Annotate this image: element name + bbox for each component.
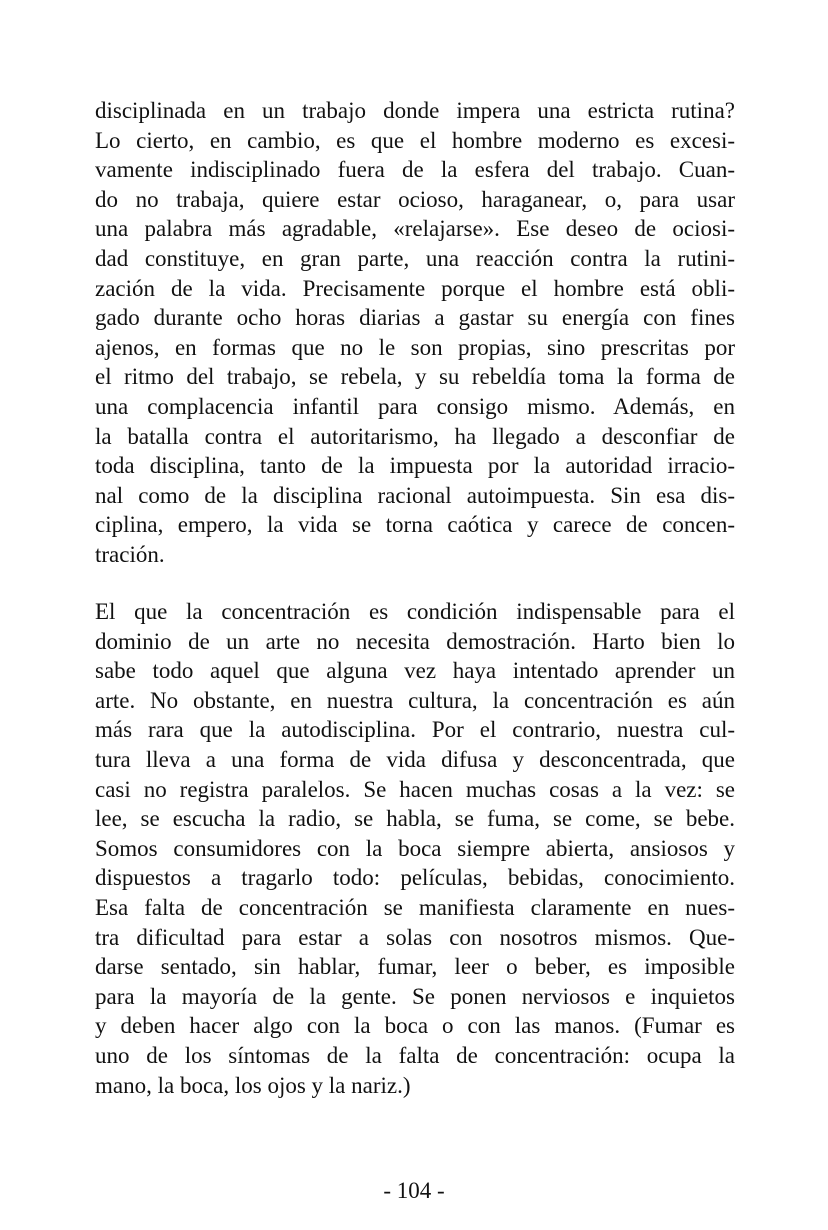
- paragraph: [95, 96, 735, 570]
- text-line: Somos consumidores con la boca siempre abierta, ansiosos y: [95, 835, 735, 861]
- text-line: tra dificultad para estar a solas con nosotros mismos. Que-: [95, 924, 735, 950]
- text-line: uno de los síntomas de la falta de concentración: ocupa la: [95, 1042, 735, 1068]
- text-line: El que la concentración es condición indispensable para el: [95, 599, 735, 624]
- text-line: do no trabaja, quiere estar ocioso, haraganear, o, para usar: [95, 186, 735, 212]
- text-line: la batalla contra el autoritarismo, ha llegado a desconfiar de: [95, 423, 735, 449]
- text-line: nal como de la disciplina racional autoimpuesta. Sin esa dis-: [95, 482, 735, 508]
- text-line: Esa falta de concentración se manifiesta claramente en nues-: [95, 894, 735, 920]
- text-line: darse sentado, sin hablar, fumar, leer o beber, es imposible: [95, 954, 735, 980]
- text-line: arte. No obstante, en nuestra cultura, la concentración es aún: [95, 687, 735, 713]
- text-line: toda disciplina, tanto de la impuesta por la autoridad irracio-: [95, 453, 735, 479]
- text-line: lee, se escucha la radio, se habla, se fuma, se come, se bebe.: [95, 806, 735, 832]
- text-line: el ritmo del trabajo, se rebela, y su rebeldía toma la forma de: [95, 364, 735, 390]
- text-line: Lo cierto, en cambio, es que el hombre moderno es excesi-: [95, 127, 735, 153]
- page-number: - 104 -: [383, 1178, 445, 1203]
- text-line: sabe todo aquel que alguna vez haya intentado aprender un: [95, 658, 735, 684]
- text-line: más rara que la autodisciplina. Por el contrario, nuestra cul-: [95, 717, 735, 743]
- text-line: casi no registra paralelos. Se hacen muchas cosas a la vez: se: [95, 776, 735, 802]
- text-line: disciplinada en un trabajo donde impera una estricta rutina?: [95, 98, 735, 123]
- text-line: tración.: [95, 541, 165, 567]
- text-line: gado durante ocho horas diarias a gastar su energía con fines: [95, 305, 735, 331]
- text-line: vamente indisciplinado fuera de la esfera del trabajo. Cuan-: [95, 157, 735, 183]
- text-line: dad constituye, en gran parte, una reacción contra la rutini-: [95, 245, 735, 271]
- text-line: ciplina, empero, la vida se torna caótica y carece de concen-: [95, 512, 735, 538]
- text-line: una complacencia infantil para consigo mismo. Además, en: [95, 393, 735, 419]
- paragraph: [95, 597, 735, 1100]
- text-line: dispuestos a tragarlo todo: películas, bebidas, conocimiento.: [95, 865, 735, 891]
- text-line: una palabra más agradable, «relajarse». Ese deseo de ociosi-: [95, 216, 735, 242]
- text-line: zación de la vida. Precisamente porque el hombre está obli-: [95, 275, 735, 301]
- text-line: para la mayoría de la gente. Se ponen nerviosos e inquietos: [95, 983, 735, 1009]
- text-line: tura lleva a una forma de vida difusa y desconcentrada, que: [95, 746, 735, 772]
- text-line: ajenos, en formas que no le son propias, sino prescritas por: [95, 334, 735, 360]
- text-line: y deben hacer algo con la boca o con las manos. (Fumar es: [95, 1013, 735, 1039]
- text-line: mano, la boca, los ojos y la nariz.): [95, 1072, 411, 1098]
- text-line: dominio de un arte no necesita demostración. Harto bien lo: [95, 628, 735, 654]
